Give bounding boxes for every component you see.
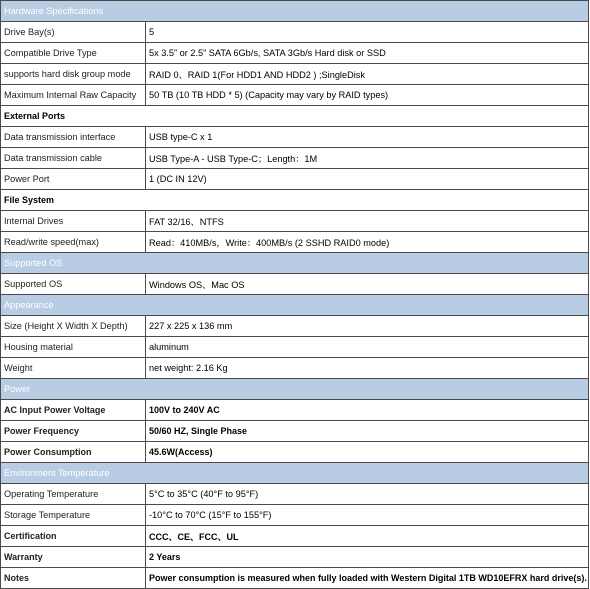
section-title: Environment Temperature (1, 463, 589, 484)
footer-row-notes (1, 568, 589, 589)
spec-label: Storage Temperature (1, 505, 146, 526)
spec-value: aluminum (146, 337, 589, 358)
section-header-external-ports (1, 106, 589, 127)
section-header-appearance (1, 295, 589, 316)
spec-value: USB Type-A - USB Type-C；Length：1M (146, 148, 589, 169)
section-title: Power (1, 379, 589, 400)
spec-value: Windows OS、Mac OS (146, 274, 589, 295)
spec-label: Data transmission interface (1, 127, 146, 148)
spec-row (1, 442, 589, 463)
spec-row (1, 22, 589, 43)
spec-value: 5 (146, 22, 589, 43)
section-title: Supported OS (1, 253, 589, 274)
spec-row (1, 232, 589, 253)
spec-label: Housing material (1, 337, 146, 358)
spec-value: 5x 3.5” or 2.5” SATA 6Gb/s, SATA 3Gb/s Hard disk or SSD (146, 43, 589, 64)
spec-value: 50 TB (10 TB HDD * 5) (Capacity may vary by RAID types) (146, 85, 589, 106)
spec-value: FAT 32/16、NTFS (146, 211, 589, 232)
spec-value: Read：410MB/s，Write：400MB/s (2 SSHD RAID0 mode) (146, 232, 589, 253)
spec-label: Operating Temperature (1, 484, 146, 505)
footer-label: Certification (1, 526, 146, 547)
section-title: External Ports (1, 106, 589, 127)
spec-value: -10°C to 70°C (15°F to 155°F) (146, 505, 589, 526)
spec-row (1, 421, 589, 442)
spec-label: Power Consumption (1, 442, 146, 463)
spec-row (1, 64, 589, 85)
spec-row (1, 85, 589, 106)
spec-label: Size (Height X Width X Depth) (1, 316, 146, 337)
section-title: Appearance (1, 295, 589, 316)
spec-label: Drive Bay(s) (1, 22, 146, 43)
footer-row-warranty (1, 547, 589, 568)
spec-row (1, 274, 589, 295)
spec-value: net weight: 2.16 Kg (146, 358, 589, 379)
spec-value: 100V to 240V AC (146, 400, 589, 421)
spec-value: USB type-C x 1 (146, 127, 589, 148)
spec-table-body (1, 1, 589, 589)
spec-row (1, 358, 589, 379)
footer-value: 2 Years (146, 547, 589, 568)
spec-value: 50/60 HZ, Single Phase (146, 421, 589, 442)
spec-label: Maximum Internal Raw Capacity (1, 85, 146, 106)
section-header-supported-os (1, 253, 589, 274)
footer-label: Warranty (1, 547, 146, 568)
spec-value: 1 (DC IN 12V) (146, 169, 589, 190)
footer-value: CCC、CE、FCC、UL (146, 526, 589, 547)
spec-row (1, 169, 589, 190)
section-title: Hardware Specifications (1, 1, 589, 22)
section-header-file-system (1, 190, 589, 211)
spec-label: Supported OS (1, 274, 146, 295)
section-title: File System (1, 190, 589, 211)
section-header-environment-temperature (1, 463, 589, 484)
spec-label: Power Frequency (1, 421, 146, 442)
spec-row (1, 505, 589, 526)
spec-label: Internal Drives (1, 211, 146, 232)
spec-row (1, 148, 589, 169)
spec-label: Read/write speed(max) (1, 232, 146, 253)
spec-value: 45.6W(Access) (146, 442, 589, 463)
spec-label: Data transmission cable (1, 148, 146, 169)
spec-label: AC Input Power Voltage (1, 400, 146, 421)
section-header-hardware-specifications (1, 1, 589, 22)
spec-row (1, 43, 589, 64)
spec-row (1, 211, 589, 232)
footer-label: Notes (1, 568, 146, 589)
spec-row (1, 127, 589, 148)
footer-value: Power consumption is measured when fully loaded with Western Digital 1TB WD10EFRX hard drive(s). (146, 568, 589, 589)
spec-label: Weight (1, 358, 146, 379)
spec-value: 227 x 225 x 136 mm (146, 316, 589, 337)
spec-label: Power Port (1, 169, 146, 190)
spec-row (1, 400, 589, 421)
spec-label: Compatible Drive Type (1, 43, 146, 64)
spec-row (1, 316, 589, 337)
spec-value: 5°C to 35°C (40°F to 95°F) (146, 484, 589, 505)
spec-label: supports hard disk group mode (1, 64, 146, 85)
spec-row (1, 484, 589, 505)
spec-value: RAID 0、RAID 1(For HDD1 AND HDD2 ) ;SingleDisk (146, 64, 589, 85)
section-header-power (1, 379, 589, 400)
spec-row (1, 337, 589, 358)
footer-row-certification (1, 526, 589, 547)
